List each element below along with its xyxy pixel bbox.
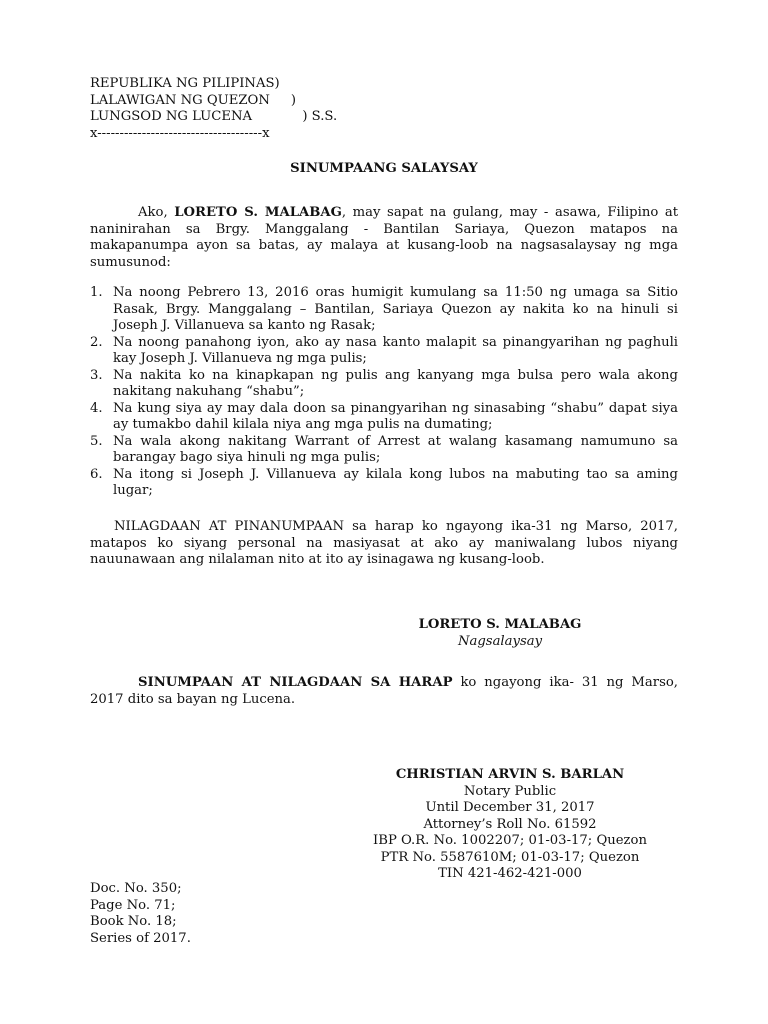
list-item-text: Na kung siya ay may dala doon sa pinangyarihan ng sinasabing “shabu” dapat siya ay tumakbo dahil kilala niya ang mga pulis na dumating; bbox=[113, 400, 678, 432]
list-item-text: Na noong panahong iyon, ako ay nasa kanto malapit sa pinangyarihan ng paghuli kay Joseph J. Villanueva ng mga pulis; bbox=[113, 334, 678, 366]
caption-divider: x-------------------------------------x bbox=[90, 125, 270, 141]
series-year: Series of 2017. bbox=[90, 930, 191, 946]
book-number: Book No. 18; bbox=[90, 914, 177, 929]
list-item-number: 3. bbox=[90, 367, 103, 383]
intro-rest: , may sapat na gulang, may - asawa, Filipino at naninirahan sa Brgy. Manggalang - Bantilan Sariaya, Quezon matapos na makapanumpa ayon sa batas, ay malaya at kusang-loob na nagsasalaysay ng mga sumusunod: bbox=[90, 205, 679, 270]
intro-affiant-name: LORETO S. MALABAG bbox=[174, 205, 342, 220]
list-item bbox=[90, 401, 678, 434]
list-item-text: Na wala akong nakitang Warrant of Arrest at walang kasamang namumuno sa barangay bago siya hinuli ng mga pulis; bbox=[113, 433, 678, 465]
notary-title: Notary Public bbox=[463, 783, 557, 799]
list-item-text: Na noong Pebrero 13, 2016 oras humigit kumulang sa 11:50 ng umaga sa Sitio Rasak, Brgy. Manggalang – Bantilan, Sariaya Quezon ay nakita ko na hinuli si Joseph J. Villanueva sa kanto ng Rasak; bbox=[113, 285, 678, 333]
notary-name: CHRISTIAN ARVIN S. BARLAN bbox=[395, 767, 625, 782]
venue-caption bbox=[90, 76, 337, 142]
list-item bbox=[90, 434, 678, 467]
notary-roll: Attorney’s Roll No. 61592 bbox=[423, 816, 597, 832]
caption-province: LALAWIGAN NG QUEZON ) bbox=[90, 92, 297, 108]
document-title: SINUMPAANG SALAYSAY bbox=[290, 161, 478, 176]
list-item bbox=[90, 467, 678, 500]
list-item bbox=[90, 335, 678, 368]
intro-lead: Ako, bbox=[138, 205, 175, 220]
notary-ibp: IBP O.R. No. 1002207; 01-03-17; Quezon bbox=[373, 833, 647, 848]
notarial-register bbox=[90, 881, 191, 947]
list-item-text: Na nakita ko na kinapkapan ng pulis ang kanyang mga bulsa pero wala akong nakitang nakuhang “shabu”; bbox=[113, 367, 678, 399]
list-item-number: 2. bbox=[90, 334, 103, 350]
caption-republic: REPUBLIKA NG PILIPINAS) bbox=[90, 76, 280, 91]
list-item-number: 1. bbox=[90, 285, 103, 300]
affiant-signature-block bbox=[380, 617, 620, 650]
affiant-name: LORETO S. MALABAG bbox=[418, 617, 582, 632]
caption-city: LUNGSOD NG LUCENA ) S.S. bbox=[90, 109, 338, 124]
jurat-paragraph bbox=[90, 675, 678, 708]
list-item-number: 6. bbox=[90, 466, 103, 482]
page-number: Page No. 71; bbox=[90, 897, 176, 913]
list-item bbox=[90, 285, 678, 335]
jurat-rest: ko ngayong ika- 31 ng Marso, 2017 dito sa bayan ng Lucena. bbox=[90, 675, 678, 707]
closing-paragraph: NILAGDAAN AT PINANUMPAAN sa harap ko ngayong ika-31 ng Marso, 2017, matapos ko siyang personal na masiyasat at ako ay maniwalang lubos niyang nauunawaan ang nilalaman nito at ito ay isinagawa ng kusang-loob. bbox=[90, 519, 678, 567]
list-item bbox=[90, 368, 678, 401]
notary-block bbox=[330, 767, 690, 883]
notary-commission: Until December 31, 2017 bbox=[425, 800, 595, 815]
list-item-number: 5. bbox=[90, 433, 103, 449]
list-item-number: 4. bbox=[90, 400, 103, 416]
intro-paragraph bbox=[90, 205, 678, 271]
statement-list bbox=[90, 285, 678, 500]
notary-tin: TIN 421-462-421-000 bbox=[438, 866, 582, 881]
affiant-role: Nagsalaysay bbox=[457, 633, 543, 649]
doc-number: Doc. No. 350; bbox=[90, 881, 182, 896]
jurat-bold: SINUMPAAN AT NILAGDAAN SA HARAP bbox=[138, 675, 453, 690]
notary-ptr: PTR No. 5587610M; 01-03-17; Quezon bbox=[380, 849, 640, 865]
list-item-text: Na itong si Joseph J. Villanueva ay kilala kong lubos na mabuting tao sa aming lugar; bbox=[113, 466, 678, 498]
